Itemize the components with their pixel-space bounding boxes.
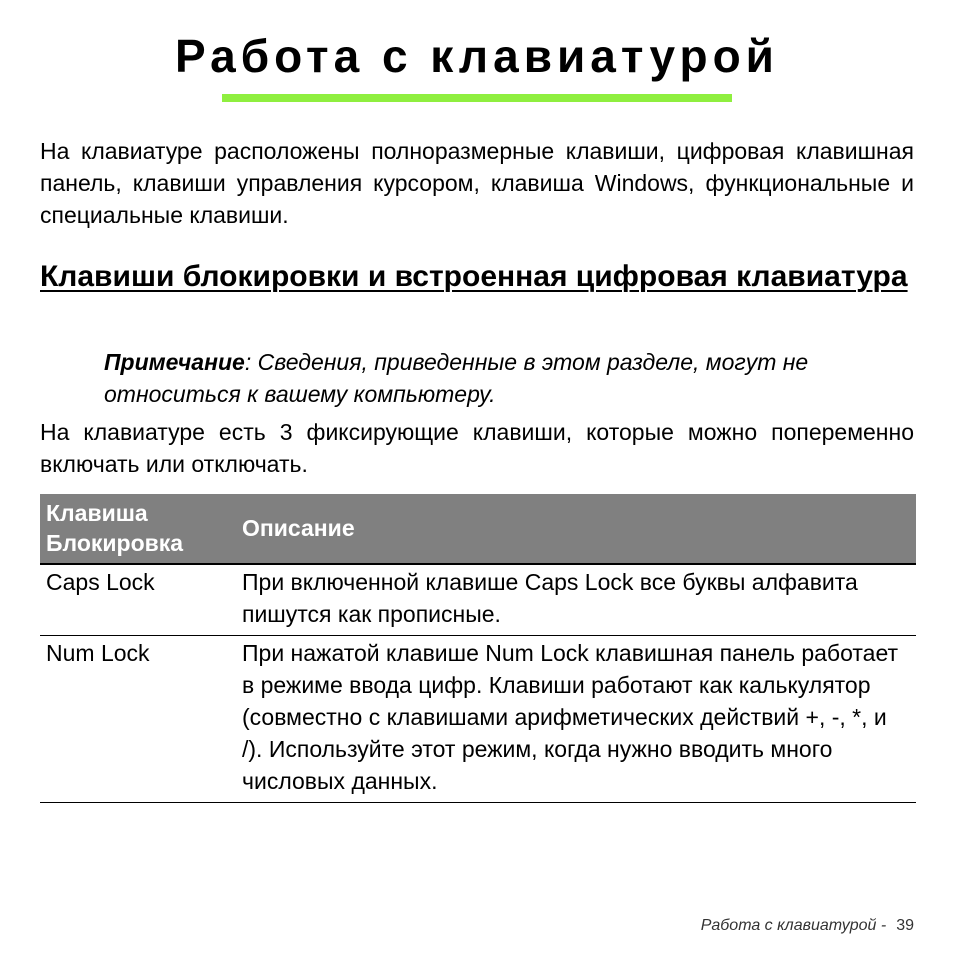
column-header-key: Клавиша Блокировка: [40, 494, 236, 564]
note-paragraph: [104, 346, 914, 410]
cell-description: При нажатой клавише Num Lock клавишная панель работает в режиме ввода цифр. Клавиши работают как калькулятор (совместно с клавишами арифметических действий +, -, *, и /). Используйте этот режим, когда нужно вводить много числовых данных.: [236, 636, 916, 803]
note-text: : Сведения, приведенные в этом разделе, могут не относиться к вашему компьютеру.: [104, 349, 809, 407]
column-header-description: Описание: [236, 494, 916, 564]
note-label: Примечание: [104, 349, 245, 375]
cell-description: При включенной клавише Caps Lock все буквы алфавита пишутся как прописные.: [236, 564, 916, 636]
section-heading: Клавиши блокировки и встроенная цифровая клавиатура: [40, 260, 908, 293]
cell-key: Caps Lock: [40, 564, 236, 636]
table-header-row: [40, 494, 916, 564]
lock-keys-table: [40, 494, 916, 803]
footer-label: Работа с клавиатурой -: [700, 917, 887, 934]
page-number: 39: [896, 917, 914, 934]
cell-key: Num Lock: [40, 636, 236, 803]
intro-paragraph: На клавиатуре расположены полноразмерные клавиши, цифровая клавишная панель, клавиши управления курсором, клавиша Windows, функциональные и специальные клавиши.: [40, 138, 914, 228]
title-underline-bar: [222, 94, 732, 102]
page-title: Работа с клавиатурой: [175, 30, 779, 82]
table-row: [40, 636, 916, 803]
page-footer: [701, 917, 914, 935]
table-row: [40, 564, 916, 636]
lock-keys-intro: На клавиатуре есть 3 фиксирующие клавиши, которые можно попеременно включать или отключать.: [40, 419, 914, 477]
